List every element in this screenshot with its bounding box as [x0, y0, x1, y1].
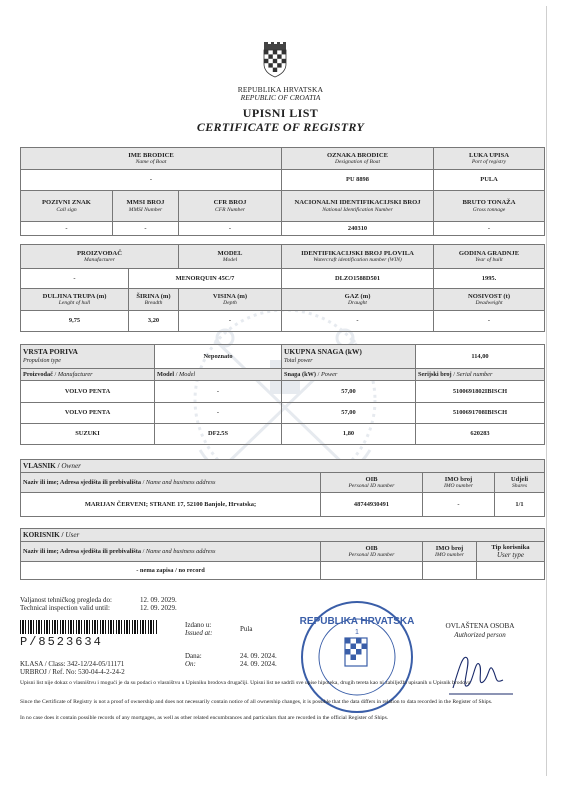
engine-manufacturer-header: Proizvođač / Manufacturer: [21, 369, 155, 381]
user-imo-empty: [423, 562, 477, 580]
authorized-label-hr: OVLAŠTENA OSOBA: [445, 622, 515, 630]
mmsi-value: -: [113, 222, 179, 236]
owner-imo-value: -: [423, 493, 495, 517]
designation-header: OZNAKA BRODICE Designation of Boat: [282, 148, 434, 170]
urbroj: URBROJ / Ref. No: 530-04-4-2-24-2: [20, 668, 125, 676]
breadth-value: 3,20: [129, 311, 179, 332]
issued-place: Pula: [240, 625, 253, 633]
breadth-header: ŠIRINA (m) Breadth: [129, 289, 179, 311]
depth-header: VISINA (m) Depth: [179, 289, 282, 311]
inspection-label-en: Technical inspection valid until:: [20, 604, 110, 612]
barcode-number: P/8523634: [20, 635, 103, 649]
issued-label-hr: Izdano u:: [185, 621, 212, 629]
user-no-record: - nema zapisa / no record: [21, 562, 321, 580]
engine-row: [21, 403, 545, 424]
callsign-value: -: [21, 222, 113, 236]
engine-row: [21, 381, 545, 403]
issue-date-2: 24. 09. 2024.: [240, 660, 277, 668]
republic-name-en: REPUBLIC OF CROATIA: [240, 93, 321, 102]
boat-identification-table: [20, 147, 545, 236]
klasa: KLASA / Class: 342-12/24-05/11171: [20, 660, 125, 668]
length-value: 9,75: [21, 311, 129, 332]
engine-power: 57,00: [282, 403, 416, 424]
engine-serial-header: Serijski broj / Serial number: [416, 369, 545, 381]
propulsion-table: [20, 344, 545, 445]
inspection-date-1: 12. 09. 2029.: [140, 596, 177, 604]
win-value: DLZO1588D501: [282, 269, 434, 289]
engine-manufacturer: SUZUKI: [21, 424, 155, 445]
barcode: [20, 620, 158, 634]
owner-oib-header: OIB Personal ID number: [321, 473, 423, 493]
user-name-header: Naziv ili ime; Adresa sjedišta ili prebivališta / Name and business address: [21, 542, 321, 562]
model-header: MODEL Model: [179, 245, 282, 269]
document-title-hr: UPISNI LIST: [242, 106, 319, 120]
length-header: DULJINA TRUPA (m) Lenght of hull: [21, 289, 129, 311]
model-value: MENORQUIN 45C/7: [129, 269, 282, 289]
cfr-value: -: [179, 222, 282, 236]
user-type-header: Tip korisnika User type: [477, 542, 545, 562]
deadweight-header: NOSIVOST (t) Deadweight: [434, 289, 545, 311]
owner-name-header: Naziv ili ime; Adresa sjedišta ili prebivališta / Name and business address: [21, 473, 321, 493]
engine-serial: 5100691708IBISCH: [416, 403, 545, 424]
owner-oib-value: 48744930491: [321, 493, 423, 517]
user-oib-header: OIB Personal ID number: [321, 542, 423, 562]
draught-value: -: [282, 311, 434, 332]
total-power-label: UKUPNA SNAGA (kW) Total power: [282, 345, 416, 369]
national-id-value: 240310: [282, 222, 434, 236]
engine-serial: 620283: [416, 424, 545, 445]
boat-name-header: IME BRODICE Name of Boat: [21, 148, 282, 170]
depth-value: -: [179, 311, 282, 332]
year-header: GODINA GRADNJE Year of built: [434, 245, 545, 269]
propulsion-type-value: Nepoznato: [155, 345, 282, 369]
owner-row: [21, 493, 545, 517]
boat-name-value: -: [21, 170, 282, 191]
engine-row: [21, 424, 545, 445]
engine-model: -: [155, 403, 282, 424]
engine-serial: 5100691802IBISCH: [416, 381, 545, 403]
note-en-1: Since the Certificate of Registry is not a proof of ownership and does not necessarily contain notice of all ownership changes, it is possible that the data differs in relation to data recorded in the Register of Ships.: [20, 699, 493, 705]
engine-manufacturer: VOLVO PENTA: [21, 381, 155, 403]
issued-label-en: Issued at:: [185, 629, 213, 637]
deadweight-value: -: [434, 311, 545, 332]
engine-power: 57,00: [282, 381, 416, 403]
issue-date-1: 24. 09. 2024.: [240, 652, 277, 660]
date-label-hr: Dana:: [185, 652, 202, 660]
inspection-date-2: 12. 09. 2029.: [140, 604, 177, 612]
note-hr: Upisni list nije dokaz o vlasništvu i mogući je da su podaci o vlasništvu u Upisniku brodova drugačiji. Upisni list ne sadrži sve upise hipoteka, drugih tereta kao ni zabilježbi upisanih u Upisnik brodova: [20, 680, 471, 686]
callsign-header: POZIVNI ZNAK Call sign: [21, 191, 113, 222]
republic-name-hr: REPUBLIKA HRVATSKA: [237, 85, 324, 94]
inspection-label-hr: Valjanost tehničkog pregleda do:: [20, 596, 112, 604]
user-table: [20, 528, 545, 580]
manufacturer-header: PROIZVOĐAČ Manufacturer: [21, 245, 179, 269]
tonnage-value: -: [434, 222, 545, 236]
engine-manufacturer: VOLVO PENTA: [21, 403, 155, 424]
stamp-number: 1: [355, 629, 359, 636]
port-value: PULA: [434, 170, 545, 191]
croatian-coat-of-arms-icon: [262, 40, 288, 78]
owner-table: [20, 459, 545, 517]
draught-header: GAZ (m) Draught: [282, 289, 434, 311]
user-section-title: KORISNIK / User: [21, 529, 545, 542]
national-id-header: NACIONALNI IDENTIFIKACIJSKI BROJ National Identification Number: [282, 191, 434, 222]
user-imo-header: IMO broj IMO number: [423, 542, 477, 562]
signature: [445, 644, 517, 700]
note-en-2: In no case does it contain possible records of any mortgages, as well as other related encumbrances and particulars that are recorded in the official Register of Ships.: [20, 715, 389, 721]
date-label-en: On:: [185, 660, 196, 668]
propulsion-type-label: VRSTA PORIVA Propulsion type: [21, 345, 155, 369]
document-title-en: CERTIFICATE OF REGISTRY: [196, 120, 365, 134]
port-header: LUKA UPISA Port of registry: [434, 148, 545, 170]
engine-power-header: Snaga (kW) / Power: [282, 369, 416, 381]
owner-name-value: MARIJAN ČERVENI; STRANE 17, 52100 Banjole, Hrvatska;: [21, 493, 321, 517]
authorized-label-en: Authorized person: [454, 631, 506, 639]
designation-value: PU 8898: [282, 170, 434, 191]
user-type-empty: [477, 562, 545, 580]
year-value: 1995.: [434, 269, 545, 289]
owner-shares-value: 1/1: [495, 493, 545, 517]
engine-model: -: [155, 381, 282, 403]
mmsi-header: MMSI BROJ MMSI Number: [113, 191, 179, 222]
tonnage-header: BRUTO TONAŽA Gross tonnage: [434, 191, 545, 222]
owner-section-title: VLASNIK / Owner: [21, 460, 545, 473]
user-oib-empty: [321, 562, 423, 580]
cfr-header: CFR BROJ CFR Number: [179, 191, 282, 222]
win-header: IDENTIFIKACIJSKI BROJ PLOVILA Watercraft identification number (WIN): [282, 245, 434, 269]
manufacturer-value: -: [21, 269, 129, 289]
stamp-text: REPUBLIKA HRVATSKA: [299, 616, 415, 627]
owner-shares-header: Udjeli Shares: [495, 473, 545, 493]
engine-model: DF2.5S: [155, 424, 282, 445]
build-data-table: [20, 244, 545, 332]
total-power-value: 114,00: [416, 345, 545, 369]
owner-imo-header: IMO broj IMO number: [423, 473, 495, 493]
engine-power: 1,80: [282, 424, 416, 445]
engine-model-header: Model / Model: [155, 369, 282, 381]
